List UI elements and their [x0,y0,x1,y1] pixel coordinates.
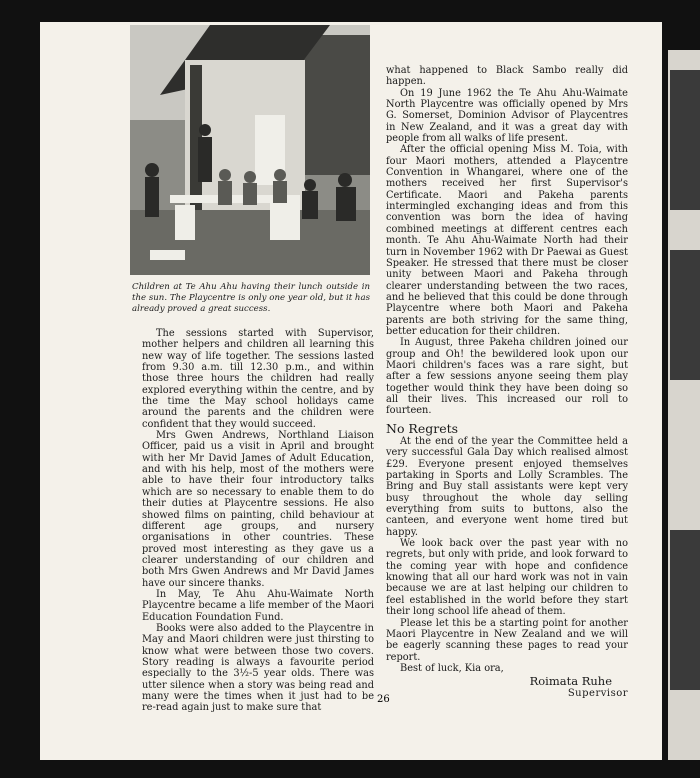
right-column [386,65,628,699]
right-paragraph: Best of luck, Kia ora, [400,662,504,674]
document-page [40,22,662,760]
right-paragraph: Please let this be a starting point for another Maori Playcentre in New Zealand and we will be eagerly scanning these pages to read your report. [386,617,628,663]
right-paragraph: After the official opening Miss M. Toia, with four Maori mothers, attended a Playcentre Convention in Whangarei, where one of the mothers received her first Supervisor's Certificate. Maori and Pakeha parents intermingled exchanging ideas and from this convention was born the idea of having combined meetings at different centres each month. Te Ahu Ahu-Waimate North had their turn in November 1962 with Dr Paewai as Guest Speaker. He stressed that there must be closer unity between Maori and Pakeha through clearer understanding between the two races, and he believed that this could be done through Playcentre where both Maori and Pakeha parents are both striving for the same thing, better education for their children. [386,144,628,337]
page-number: 26 [377,694,390,705]
left-column [142,328,374,714]
photo-illustration [130,25,370,275]
right-paragraph: We look back over the past year with no regrets, but only with pride, and look forward to the coming year with hope and confidence knowing that all our hard work was not in vain because we are at last helping our children to feel established in the world before they start their long school life ahead of them. [386,538,628,618]
right-paragraph: On 19 June 1962 the Te Ahu Ahu-Waimate North Playcentre was officially opened by Mrs G. Somerset, Dominion Advisor of Playcentres in New Zealand, and it was a great day with people from all walks of life present. [386,87,628,145]
right-paragraph: what happened to Black Sambo really did happen. [386,65,628,88]
left-paragraph: In May, Te Ahu Ahu-Waimate North Playcentre became a life member of the Maori Education Foundation Fund. [142,588,374,623]
section-heading: No Regrets [386,420,459,436]
left-paragraph: The sessions started with Supervisor, mother helpers and children all learning this new way of life together. The sessions lasted from 9.30 a.m. till 12.30 p.m., and within those three hours the children had really explored everything within the centre, and by the time the May school holidays came around the parents and the children were confident that they would succeed. [142,328,374,430]
playcentre-photo [130,25,370,275]
photo-caption: Children at Te Ahu Ahu having their lunch outside in the sun. The Playcentre is only one year old, but it has already proved a great success. [132,282,370,315]
right-paragraph: In August, three Pakeha children joined our group and Oh! the bewildered look upon our Maori children's faces was a rare sight, but after a few sessions anyone seeing them play together would think they have been doing so all their lives. This increased our roll to fourteen. [386,337,628,417]
left-paragraph: Books were also added to the Playcentre in May and Maori children were just thirsting to know what were between those two covers. Story reading is always a favourite period especially to the 3½-5 year olds. There was utter silence when a story was being read and many were the times when it just had to be re-read again just to make sure that [142,622,374,714]
right-paragraph: At the end of the year the Committee held a very successful Gala Day which realised almost £29. Everyone present enjoyed themselves partaking in Sports and Lolly Scrambles. The Bring and Buy stall assistants were kept very busy throughout the whole day selling everything from suits to buttons, also the canteen, and everyone went home tired but happy. [386,436,628,538]
signature: Roimata Ruhe [529,674,612,689]
adjacent-page-edge [668,50,700,760]
left-paragraph: Mrs Gwen Andrews, Northland Liaison Officer, paid us a visit in April and brought with her Mr David James of Adult Education, and with his help, most of the mothers were able to have their four introductory talks which are so necessary to enable them to do their duties at Playcentre sessions. He also showed films on painting, child behaviour at different age groups, and nursery organisations in other countries. These proved most interesting as they gave us a clearer understanding of our children and both Mrs Gwen Andrews and Mr David James have our sincere thanks. [142,430,374,589]
signature-role: Supervisor [567,687,628,699]
